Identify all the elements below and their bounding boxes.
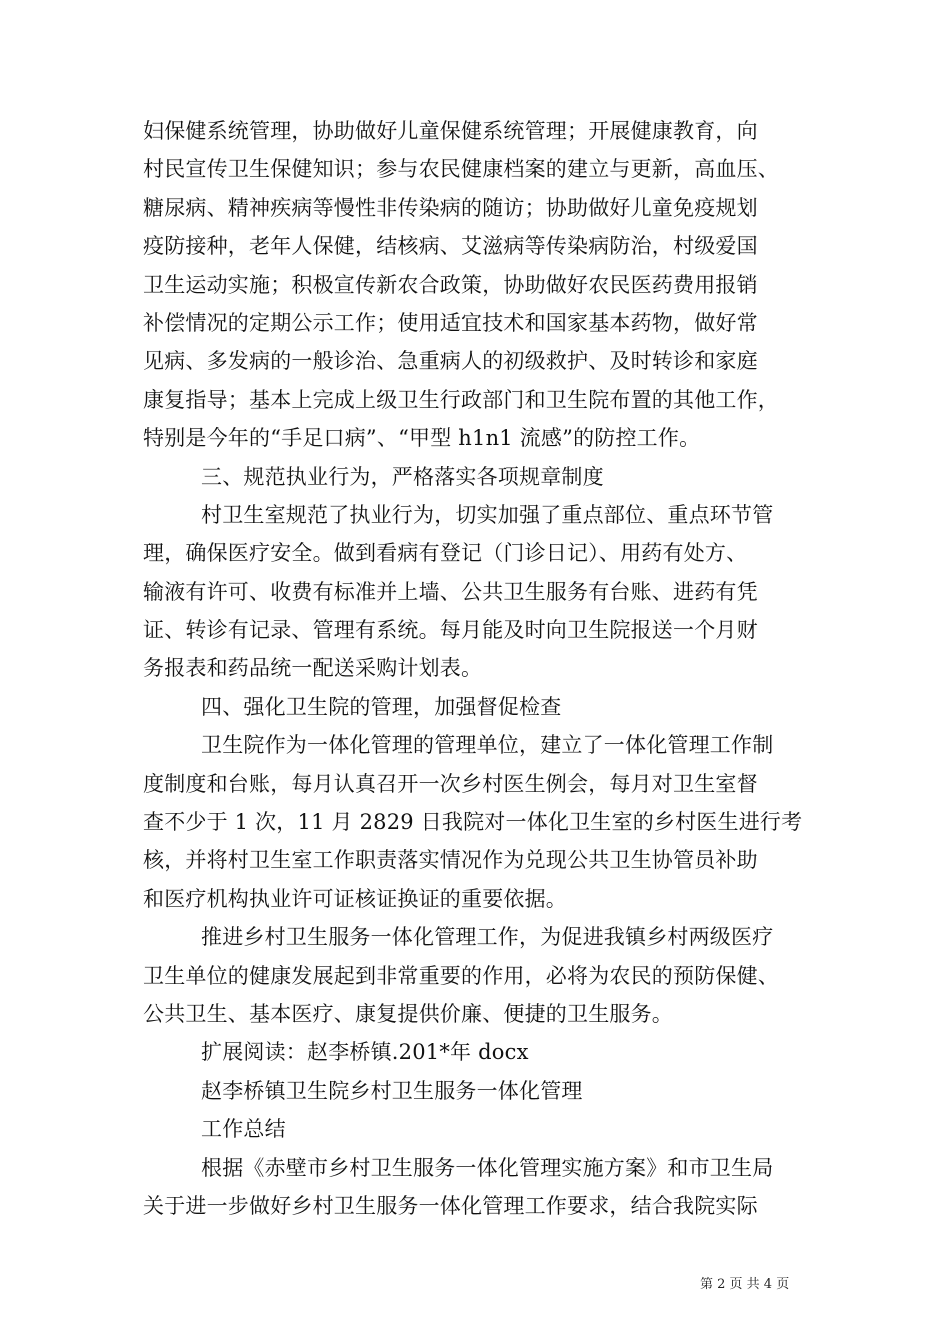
text-line: 四、强化卫生院的管理，加强督促检查	[201, 694, 562, 719]
text-line: 三、规范执业行为，严格落实各项规章制度	[201, 464, 604, 489]
document-body	[143, 112, 833, 1225]
text-line: 赵李桥镇卫生院乡村卫生服务一体化管理	[201, 1078, 583, 1103]
text-line: 核，并将村卫生室工作职责落实情况作为兑现公共卫生协管员补助	[143, 848, 758, 873]
text-line: 输液有许可、收费有标准并上墙、公共卫生服务有台账、进药有凭	[143, 579, 758, 604]
text-line: 根据《赤壁市乡村卫生服务一体化管理实施方案》和市卫生局	[201, 1155, 774, 1180]
text-line: 卫生运动实施；积极宣传新农合政策，协助做好农民医药费用报销	[143, 272, 758, 297]
text-line: 查不少于 1 次，11 月 2829 日我院对一体化卫生室的乡村医生进行考	[143, 810, 803, 835]
text-line: 关于进一步做好乡村卫生服务一体化管理工作要求，结合我院实际	[143, 1193, 758, 1218]
text-line: 工作总结	[201, 1117, 286, 1142]
text-line: 卫生院作为一体化管理的管理单位，建立了一体化管理工作制	[201, 733, 774, 758]
text-line: 推进乡村卫生服务一体化管理工作，为促进我镇乡村两级医疗	[201, 925, 774, 950]
text-line: 扩展阅读：赵李桥镇.201*年 docx	[201, 1040, 529, 1065]
text-line: 见病、多发病的一般诊治、急重病人的初级救护、及时转诊和家庭	[143, 349, 758, 374]
text-line: 务报表和药品统一配送采购计划表。	[143, 656, 483, 681]
text-line: 理，确保医疗安全。做到看病有登记（门诊日记）、用药有处方、	[143, 541, 748, 566]
text-line: 村民宣传卫生保健知识；参与农民健康档案的建立与更新，高血压、	[143, 157, 779, 182]
text-line: 康复指导；基本上完成上级卫生行政部门和卫生院布置的其他工作，	[143, 387, 779, 412]
text-line: 糖尿病、精神疾病等慢性非传染病的随访；协助做好儿童免疫规划	[143, 195, 758, 220]
text-line: 度制度和台账，每月认真召开一次乡村医生例会，每月对卫生室督	[143, 771, 758, 796]
text-line: 妇保健系统管理，协助做好儿童保健系统管理；开展健康教育，向	[143, 119, 758, 143]
text-line: 补偿情况的定期公示工作；使用适宜技术和国家基本药物，做好常	[143, 310, 758, 335]
text-line: 疫防接种，老年人保健，结核病、艾滋病等传染病防治，村级爱国	[143, 234, 758, 259]
text-line: 特别是今年的“手足口病”、“甲型 h1n1 流感”的防控工作。	[143, 426, 701, 451]
text-line: 和医疗机构执业许可证核证换证的重要依据。	[143, 886, 567, 911]
text-line: 卫生单位的健康发展起到非常重要的作用，必将为农民的预防保健、	[143, 963, 779, 988]
text-line: 村卫生室规范了执业行为，切实加强了重点部位、重点环节管	[201, 502, 774, 527]
text-line: 公共卫生、基本医疗、康复提供价廉、便捷的卫生服务。	[143, 1001, 673, 1026]
page-footer: 第 2 页 共 4 页	[700, 1277, 790, 1292]
text-line: 证、转诊有记录、管理有系统。每月能及时向卫生院报送一个月财	[143, 618, 758, 643]
